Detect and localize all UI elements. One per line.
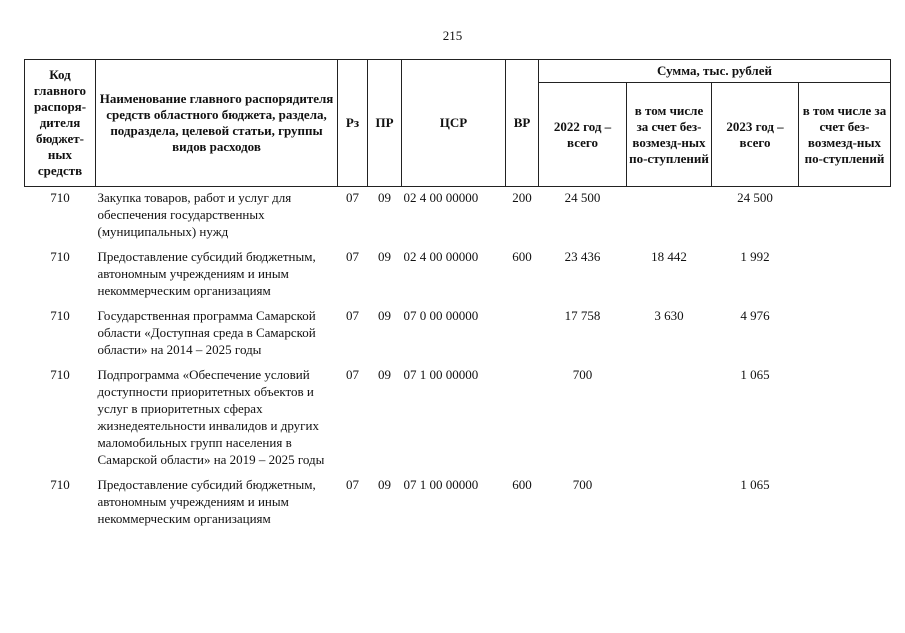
cell-csr: 07 0 00 00000 [403,308,479,323]
table-row [25,476,891,527]
cell-code: 710 [50,477,70,492]
cell-csr: 02 4 00 00000 [403,190,479,205]
header-rz: Рз [338,60,368,187]
cell-rz: 07 [346,308,359,323]
cell-2023-free [799,476,891,527]
cell-rz: 07 [346,477,359,492]
cell-csr: 07 1 00 00000 [403,367,479,382]
header-pr: ПР [368,60,402,187]
cell-code: 710 [50,308,70,323]
cell-name: Закупка товаров, работ и услуг для обеспечения государственных (муниципальных) нужд [97,190,292,239]
cell-vr: 600 [512,477,532,492]
cell-pr: 09 [378,249,391,264]
cell-2022-free: 18 442 [651,249,687,264]
cell-2023-total: 1 065 [740,477,770,492]
cell-csr: 02 4 00 00000 [403,249,479,264]
header-2022-total: 2022 год – всего [539,83,627,187]
cell-2022-total: 17 758 [564,308,601,323]
table-row [25,248,891,299]
cell-rz: 07 [346,190,359,205]
cell-name: Государственная программа Самарской области «Доступная среда в Самарской области» на 2014 – 2025 годы [97,308,316,357]
header-name: Наименование главного распорядителя средств областного бюджета, раздела, подраздела, целевой статьи, группы видов расходов [96,60,338,187]
header-2023-total: 2023 год – всего [712,83,799,187]
cell-2022-total: 700 [572,367,593,382]
cell-2023-free [799,248,891,299]
cell-2023-free [799,187,891,241]
table-row [25,187,891,241]
cell-rz: 07 [346,367,359,382]
table-body [25,187,891,528]
cell-vr [506,366,539,468]
cell-2023-total: 1 065 [740,367,770,382]
cell-name: Предоставление субсидий бюджетным, автономным учреждениям и иным некоммерческим организациям [97,477,316,526]
table-row [25,307,891,358]
cell-2023-total: 24 500 [737,190,773,205]
header-2023-free: в том числе за счет без-возмезд-ных по-ступлений [799,83,891,187]
header-code: Код главного распоря-дителя бюджет-ных средств [25,60,96,187]
page-number: 215 [442,28,463,43]
cell-rz: 07 [346,249,359,264]
cell-pr: 09 [378,477,391,492]
cell-2022-free: 3 630 [654,308,684,323]
budget-table [24,59,891,527]
cell-2023-total: 1 992 [740,249,770,264]
cell-csr: 07 1 00 00000 [403,477,479,492]
cell-vr: 600 [512,249,532,264]
cell-vr: 200 [512,190,532,205]
cell-pr: 09 [378,190,391,205]
table-header [25,60,891,187]
cell-code: 710 [50,190,70,205]
header-sum-group: Сумма, тыс. рублей [539,60,891,83]
cell-pr: 09 [378,308,391,323]
cell-2022-free [627,187,712,241]
cell-2022-total: 700 [572,477,593,492]
cell-pr: 09 [378,367,391,382]
cell-name: Подпрограмма «Обеспечение условий доступности приоритетных объектов и услуг в приоритетных сферах жизнедеятельности инвалидов и других маломобильных групп населения в Самарской области» на 2019 – 2025 годы [97,367,325,467]
cell-code: 710 [50,249,70,264]
cell-2022-total: 24 500 [564,190,601,205]
cell-2022-free [627,476,712,527]
cell-name: Предоставление субсидий бюджетным, автономным учреждениям и иным некоммерческим организациям [97,249,316,298]
header-vr: ВР [506,60,539,187]
cell-2022-free [627,366,712,468]
cell-vr [506,307,539,358]
table-row [25,366,891,468]
header-csr: ЦСР [402,60,506,187]
cell-2022-total: 23 436 [564,249,601,264]
header-2022-free: в том числе за счет без-возмезд-ных по-ступлений [627,83,712,187]
cell-2023-free [799,366,891,468]
cell-2023-total: 4 976 [740,308,770,323]
cell-code: 710 [50,367,70,382]
cell-2023-free [799,307,891,358]
